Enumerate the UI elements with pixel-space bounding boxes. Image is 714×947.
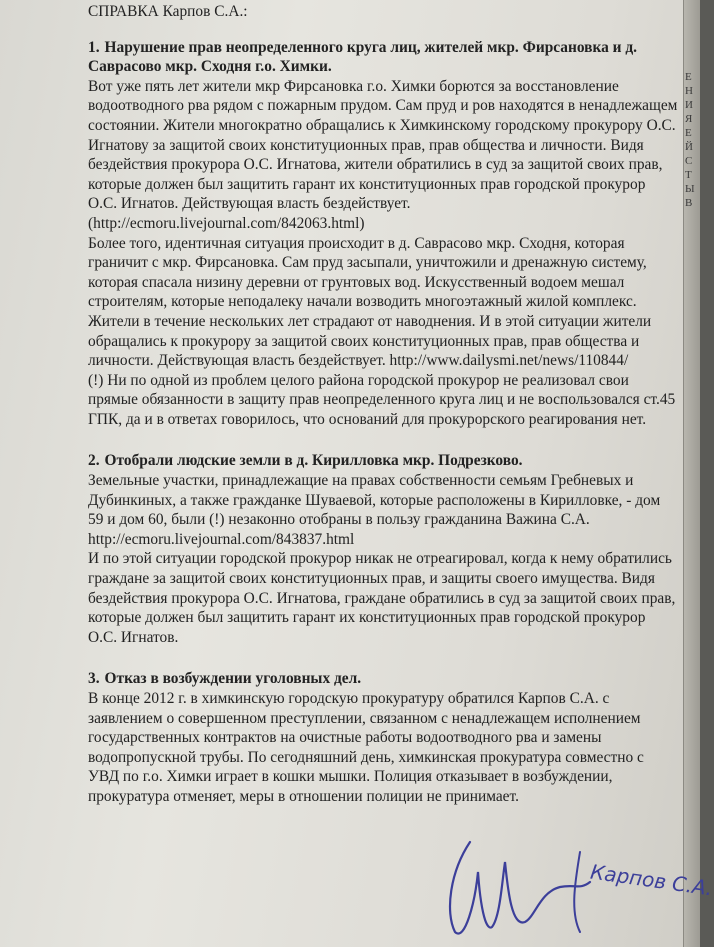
section-2 bbox=[88, 451, 678, 647]
paragraph: В конце 2012 г. в химкинскую городскую прокуратуру обратился Карпов С.А. с заявлением о совершенном преступлении, связанном с ненадлежащем исполнением государственных контрактов на очистные работы водоотводного рва и замены водопропускной трубы. По сегодняшний день, химкинская прокуратура совместно с УВД по г.о. Химки играет в кошки мышки. Полиция отказывает в возбуждении, прокуратура отменяет, меры в отношении полиции не принимает. bbox=[88, 690, 644, 805]
paragraph: (!) Ни по одной из проблем целого района городской прокурор не реализовал свои прямые обязанности в защиту прав неопределенного круга лиц и не воспользовался ст.45 ГПК, да и в ответах говорилось, что оснований для прокурорского реагирования нет. bbox=[88, 371, 676, 428]
section-body bbox=[88, 689, 678, 807]
section-3 bbox=[88, 669, 678, 806]
section-number: 2. bbox=[88, 452, 100, 470]
paragraph: Земельные участки, принадлежащие на правах собственности семьям Гребневых и Дубинкиных, а также гражданке Шуваевой, которые расположены в Кирилловке, - дом 59 и дом 60, были (!) незаконно отобраны в пользу гражданина Важина С.А. http://ecmoru.livejournal.com/843837.html bbox=[88, 472, 661, 548]
section-number: 3. bbox=[88, 670, 100, 688]
section-body bbox=[88, 471, 678, 647]
paragraph: Более того, идентичная ситуация происходит в д. Саврасово мкр. Сходня, которая граничит с мкр. Фирсановка. Сам пруд засыпали, уничтожили и дренажную систему, которая спасала низину деревни от грунтовых вод. Искусственный водоем мешал строителям, которые неподалеку начали возводить многоэтажный жилой комплекс. Жители в течение нескольких лет страдают от наводнения. И в этой ситуации жители обращались к прокурору за защитой своих конституционных прав, прав общества и личности. Действующая власть бездействует. http://www.dailysmi.net/news/110844/ bbox=[88, 234, 652, 370]
paragraph: И по этой ситуации городской прокурор никак не отреагировал, когда к нему обратились граждане за защитой своих конституционных прав, и защиты своего имущества. Видя бездействия прокурора О.С. Игнатова, граждане обратились в суд за защитой своих прав, которые должен был защитить гарант их конституционных прав городской прокурор О.С. Игнатов. bbox=[88, 550, 676, 646]
signature-name: Карпов С.А. bbox=[588, 859, 714, 901]
section-title: Отобрали людские земли в д. Кирилловка мкр. Подрезково. bbox=[104, 452, 523, 470]
section-heading bbox=[88, 451, 678, 471]
section-title: Отказ в возбуждении уголовных дел. bbox=[104, 670, 362, 688]
paragraph: Вот уже пять лет жители мкр Фирсановка г.о. Химки борются за восстановление водоотводного рва рядом с пожарным прудом. Сам пруд и ров находятся в ненадлежащем состоянии. Жители многократно обращались к Химкинскому городскому прокурору О.С. Игнатову за защитой своих конституционных прав, прав общества и личности. Видя бездействия прокурора О.С. Игнатова, жители обратились в суд за защитой своих прав, которые должен был защитить гарант их конституционных прав городской прокурор О.С. Игнатов. Действующая власть бездействует. (http://ecmoru.livejournal.com/842063.html) bbox=[88, 77, 678, 232]
adjacent-page-edge bbox=[683, 0, 700, 947]
section-title: Нарушение прав неопределенного круга лиц, жителей мкр. Фирсановка и д. Саврасово мкр. Сходня г.о. Химки. bbox=[88, 38, 637, 76]
document-title: СПРАВКА Карпов С.А.: bbox=[88, 3, 248, 20]
section-body bbox=[88, 77, 678, 430]
document-body bbox=[88, 2, 678, 829]
section-heading bbox=[88, 669, 678, 689]
section-heading bbox=[88, 38, 678, 77]
section-1 bbox=[88, 38, 678, 430]
adjacent-page-text: ЕНИЯ ЕЙСТ ЫВ bbox=[685, 71, 695, 209]
section-number: 1. bbox=[88, 38, 100, 56]
